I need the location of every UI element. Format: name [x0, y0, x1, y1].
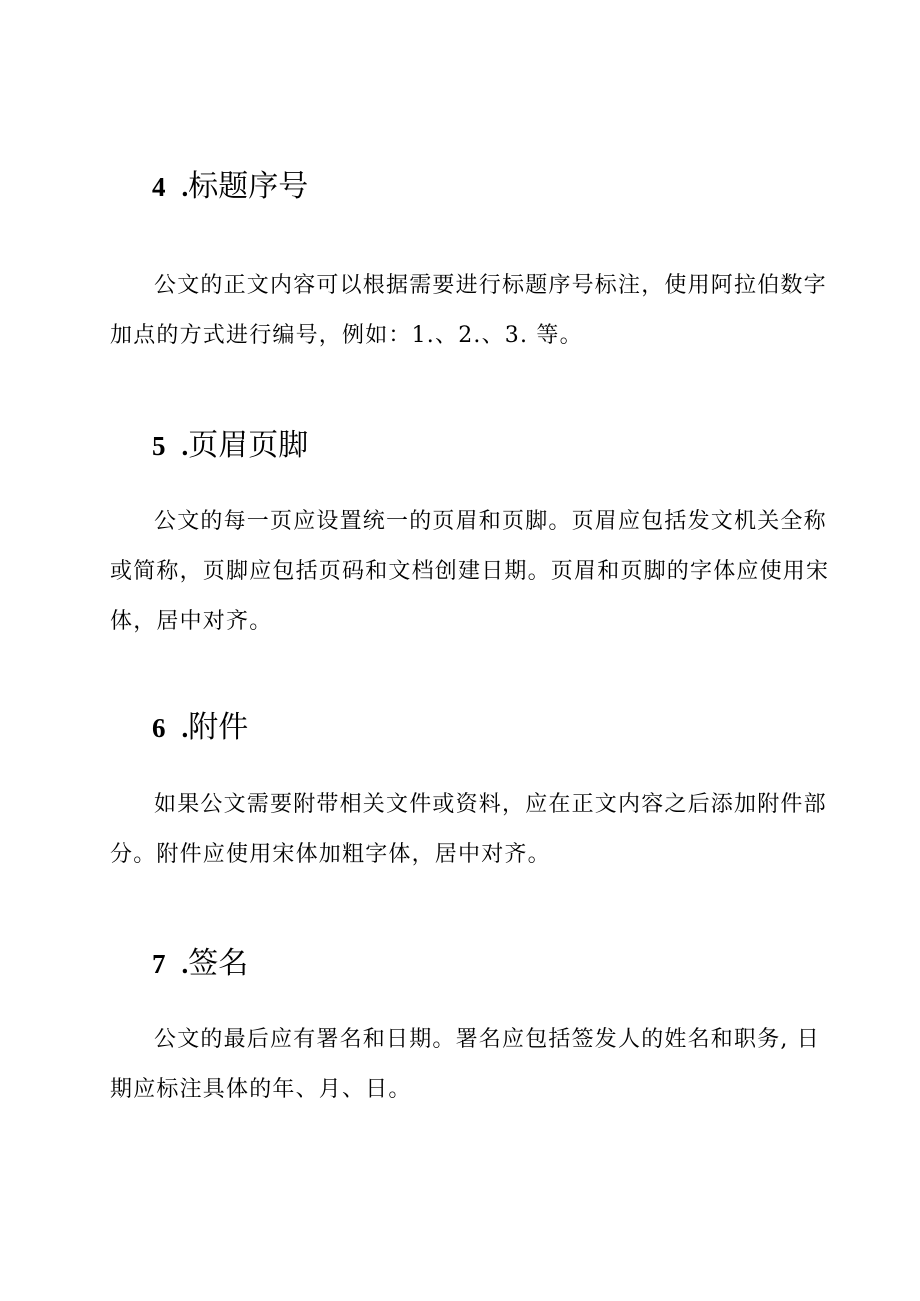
section-paragraph — [110, 497, 830, 647]
paragraph-line: 或简称，页脚应包括页码和文档创建日期。页眉和页脚的字体应使用宋 — [110, 559, 830, 584]
section-heading — [152, 169, 308, 205]
section-heading — [152, 428, 308, 464]
section-title: 签名 — [188, 947, 249, 980]
paragraph-line: 体，居中对齐。 — [110, 609, 273, 634]
section-paragraph — [110, 780, 830, 880]
section-title: 页眉页脚 — [188, 429, 309, 462]
section-number: 4 — [152, 172, 166, 202]
section-heading — [152, 946, 248, 982]
section-number: 5 — [152, 431, 166, 461]
section-paragraph — [110, 261, 830, 361]
section-paragraph — [110, 1015, 830, 1115]
paragraph-line: 期应标注具体的年、月、日。 — [110, 1077, 412, 1102]
section-heading — [152, 710, 248, 746]
section-dot: . — [181, 949, 189, 979]
paragraph-line: 公文的每一页应设置统一的页眉和页脚。页眉应包括发文机关全称 — [154, 509, 827, 534]
paragraph-line: 分。附件应使用宋体加粗字体，居中对齐。 — [110, 842, 551, 867]
section-dot: . — [181, 431, 189, 461]
section-dot: . — [181, 713, 189, 743]
paragraph-line: 加点的方式进行编号，例如：1.、2.、3. 等。 — [110, 323, 583, 348]
section-dot: . — [181, 172, 189, 202]
section-number: 6 — [152, 713, 166, 743]
paragraph-line: 公文的最后应有署名和日期。署名应包括签发人的姓名和职务, 日 — [154, 1027, 820, 1052]
paragraph-line: 公文的正文内容可以根据需要进行标题序号标注，使用阿拉伯数字 — [154, 273, 827, 298]
section-title: 附件 — [188, 711, 249, 744]
paragraph-line: 如果公文需要附带相关文件或资料，应在正文内容之后添加附件部 — [154, 792, 827, 817]
section-number: 7 — [152, 949, 166, 979]
section-title: 标题序号 — [188, 170, 309, 203]
